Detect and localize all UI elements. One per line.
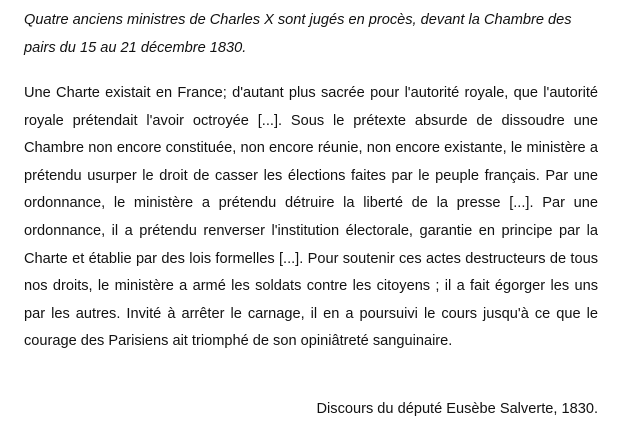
intro-text: Quatre anciens ministres de Charles X sont jugés en procès, devant la Chambre des pairs du 15 au 21 décembre 1830. xyxy=(24,12,572,56)
source-citation: Discours du député Eusèbe Salverte, 1830. xyxy=(316,401,598,417)
document-body xyxy=(24,6,598,356)
quote-text: Une Charte existait en France; d'autant plus sacrée pour l'autorité royale, que l'autorité royale prétendait l'avoir octroyée [...]. Sous le prétexte absurde de dissoudre une Chambre non encore constituée, non encore réunie, non encore existante, le ministère a prétendu usurper le droit de casser les élections faites par le peuple français. Par une ordonnance, le ministère a prétendu détruire la liberté de la presse [...]. Par une ordonnance, il a prétendu renverser l'institution électorale, garantie en principe par la Charte et établie par des lois formelles [...]. Pour soutenir ces actes destructeurs de tous nos droits, le ministère a armé les soldats contre les citoyens ; il a fait égorger les uns par les autres. Invité à arrêter le carnage, il en a poursuivi le cours jusqu'à ce que le courage des Parisiens ait triomphé de son opiniâtreté sanguinaire. xyxy=(24,85,598,350)
